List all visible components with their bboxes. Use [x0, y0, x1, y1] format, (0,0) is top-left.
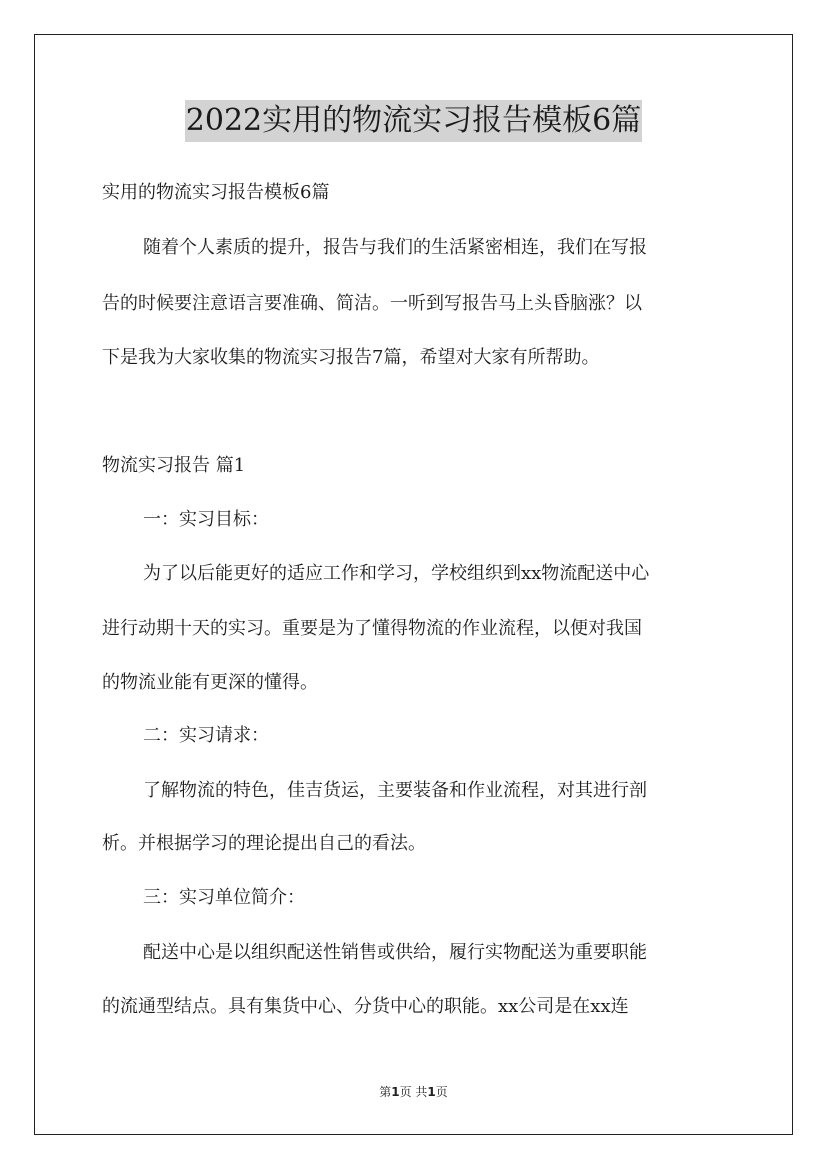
paragraph-line: 进行动期十天的实习。重要是为了懂得物流的作业流程，以便对我国: [102, 618, 642, 639]
paragraph-line: 的流通型结点。具有集货中心、分货中心的职能。xx公司是在xx连: [102, 996, 629, 1017]
paragraph-line: 了解物流的特色，佳吉货运，主要装备和作业流程，对其进行剖: [143, 780, 647, 801]
footer-page-prefix: 第: [379, 1085, 392, 1099]
paragraph-line: 为了以后能更好的适应工作和学习，学校组织到xx物流配送中心: [143, 563, 650, 584]
document-subtitle: 实用的物流实习报告模板6篇: [102, 182, 330, 203]
section-heading: 物流实习报告 篇1: [102, 455, 246, 476]
paragraph-line: 配送中心是以组织配送性销售或供给，履行实物配送为重要职能: [143, 942, 647, 963]
footer-page-suffix: 页: [435, 1085, 448, 1099]
paragraph-line: 析。并根据学习的理论提出自己的看法。: [102, 833, 426, 854]
page-footer: [0, 1084, 827, 1100]
subheading: 一：实习目标：: [143, 509, 269, 530]
footer-page-current: 1: [391, 1085, 400, 1099]
title-wrap: [0, 100, 827, 142]
document-title: 2022实用的物流实习报告模板6篇: [185, 100, 642, 142]
subheading: 二：实习请求：: [143, 725, 269, 746]
footer-page-total: 1: [427, 1085, 436, 1099]
footer-page-mid: 页 共: [399, 1085, 428, 1099]
paragraph-line: 的物流业能有更深的懂得。: [102, 672, 318, 693]
paragraph-line: 随着个人素质的提升，报告与我们的生活紧密相连，我们在写报: [143, 237, 647, 258]
paragraph-line: 告的时候要注意语言要准确、简洁。一听到写报告马上头昏脑涨？以: [102, 293, 642, 314]
paragraph-line: 下是我为大家收集的物流实习报告7篇，希望对大家有所帮助。: [102, 347, 600, 368]
subheading: 三：实习单位简介：: [143, 887, 305, 908]
